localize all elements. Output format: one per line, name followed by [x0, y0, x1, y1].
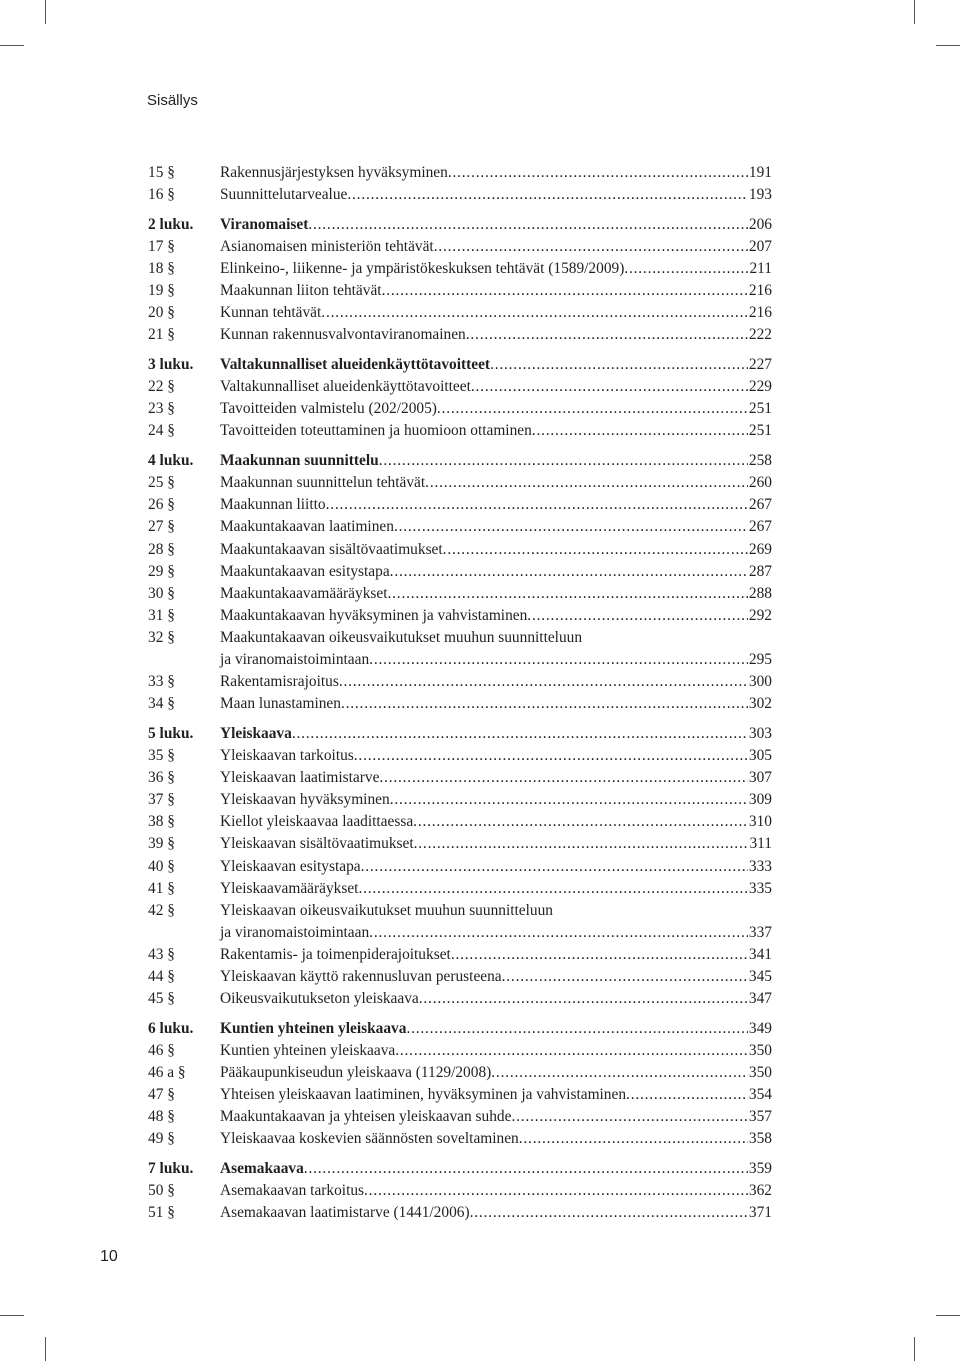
toc-dot-leader — [304, 1158, 748, 1180]
toc-title-wrap — [220, 450, 772, 472]
toc-title: Maakuntakaavan ja yhteisen yleiskaavan suhde — [220, 1108, 512, 1126]
toc-title: Yleiskaavan käyttö rakennusluvan perusteena — [220, 968, 502, 986]
toc-title: Valtakunnalliset alueidenkäyttötavoitteet — [220, 356, 491, 374]
toc-section-row[interactable] — [148, 236, 772, 258]
crop-mark — [0, 1315, 24, 1316]
toc-dot-leader — [364, 1180, 748, 1202]
toc-dot-leader — [414, 833, 749, 855]
toc-title-wrap — [220, 516, 772, 538]
toc-title-wrap — [220, 1180, 772, 1202]
toc-dot-leader — [369, 649, 748, 671]
toc-title: Yleiskaavan tarkoitus — [220, 747, 354, 765]
toc-number: 46 a § — [148, 1064, 186, 1082]
toc-title: Asianomaisen ministeriön tehtävät — [220, 237, 434, 255]
toc-section-row[interactable] — [148, 398, 772, 420]
toc-title-wrap — [220, 605, 772, 627]
toc-dot-leader — [379, 767, 748, 789]
toc-dot-leader — [532, 420, 748, 442]
toc-section-row[interactable] — [148, 516, 772, 538]
toc-dot-leader — [443, 539, 748, 561]
toc-title-wrap — [220, 944, 772, 966]
toc-section-row[interactable] — [148, 966, 772, 988]
toc-title-wrap — [220, 398, 772, 420]
toc-title-wrap — [220, 376, 772, 398]
toc-dot-leader — [490, 354, 748, 376]
toc-dot-leader — [419, 988, 748, 1010]
toc-number: 35 § — [148, 747, 175, 765]
toc-dot-leader — [470, 1202, 748, 1224]
toc-number: 27 § — [148, 518, 175, 536]
toc-title-wrap — [220, 1062, 772, 1084]
toc-section-row[interactable] — [148, 1040, 772, 1062]
toc-title: Yleiskaavan sisältövaatimukset — [220, 835, 414, 853]
toc-section-row[interactable] — [148, 811, 772, 833]
toc-title: Maakuntakaavamääräykset — [220, 584, 388, 602]
toc-title-wrap — [220, 236, 772, 258]
toc-title: Rakentamis- ja toimenpiderajoitukset — [220, 945, 451, 963]
toc-section-row[interactable] — [148, 561, 772, 583]
crop-mark — [914, 0, 915, 24]
toc-title: Yleiskaavaa koskevien säännösten soveltaminen — [220, 1130, 519, 1148]
toc-dot-leader — [491, 1062, 748, 1084]
toc-page-number: 354 — [748, 1086, 772, 1104]
crop-mark — [914, 1337, 915, 1361]
toc-number: 31 § — [148, 606, 175, 624]
toc-number: 45 § — [148, 990, 175, 1008]
toc-dot-leader — [471, 376, 748, 398]
toc-dot-leader — [321, 302, 748, 324]
toc-dot-leader — [354, 745, 748, 767]
toc-dot-leader — [390, 561, 748, 583]
toc-title-wrap — [220, 1084, 772, 1106]
toc-title-wrap — [220, 833, 772, 855]
toc-title: Elinkeino-, liikenne- ja ympäristökeskuksen tehtävät (1589/2009) — [220, 260, 625, 278]
toc-dot-leader — [326, 494, 748, 516]
toc-dot-leader — [379, 450, 748, 472]
toc-title: Asemakaavan laatimistarve (1441/2006) — [220, 1204, 470, 1222]
toc-page-number: 300 — [748, 673, 772, 691]
toc-number: 26 § — [148, 496, 175, 514]
toc-page-number: 350 — [748, 1064, 772, 1082]
toc-page-number: 258 — [748, 452, 772, 470]
toc-page-number: 357 — [748, 1108, 772, 1126]
toc-title: Yhteisen yleiskaavan laatiminen, hyväksyminen ja vahvistaminen — [220, 1086, 627, 1104]
toc-title-wrap — [220, 583, 772, 605]
toc-number: 4 luku. — [148, 452, 194, 470]
toc-page-number: 310 — [748, 813, 772, 831]
toc-page-number: 288 — [748, 584, 772, 602]
toc-page-number: 359 — [748, 1160, 772, 1178]
toc-title-wrap — [220, 184, 772, 206]
toc-page-number: 269 — [748, 540, 772, 558]
toc-number: 22 § — [148, 378, 175, 396]
toc-page-number: 345 — [748, 968, 772, 986]
toc-section-row[interactable] — [148, 302, 772, 324]
toc-title-continued: ja viranomaistoimintaan — [220, 923, 370, 941]
toc-number: 29 § — [148, 562, 175, 580]
toc-page-number: 267 — [748, 496, 772, 514]
toc-section-row[interactable] — [148, 258, 772, 280]
toc-page-number: 206 — [748, 215, 772, 233]
toc-number: 49 § — [148, 1130, 175, 1148]
toc-title: Maakunnan suunnittelun tehtävät — [220, 474, 426, 492]
toc-dot-leader — [369, 922, 748, 944]
toc-title-wrap — [220, 922, 772, 944]
toc-page-number: 333 — [748, 857, 772, 875]
toc-section-row[interactable] — [148, 605, 772, 627]
toc-title: Maakuntakaavan oikeusvaikutukset muuhun suunnitteluun — [220, 628, 583, 646]
toc-section-row[interactable] — [148, 1128, 772, 1150]
toc-number: 47 § — [148, 1086, 175, 1104]
toc-title: Maakuntakaavan esitystapa — [220, 562, 390, 580]
toc-page-number: 287 — [748, 562, 772, 580]
toc-dot-leader — [341, 693, 748, 715]
toc-dot-leader — [502, 966, 748, 988]
toc-section-row[interactable] — [148, 627, 772, 649]
toc-title: Kuntien yhteinen yleiskaava — [220, 1019, 407, 1037]
toc-number: 32 § — [148, 628, 175, 646]
toc-title-wrap — [220, 420, 772, 442]
toc-title-wrap — [220, 539, 772, 561]
toc-dot-leader — [425, 472, 748, 494]
toc-title-wrap — [220, 494, 772, 516]
toc-number: 39 § — [148, 835, 175, 853]
toc-page-number: 302 — [748, 695, 772, 713]
toc-section-row[interactable] — [148, 833, 772, 855]
toc-dot-leader — [406, 1018, 747, 1040]
toc-title: Maakuntakaavan sisältövaatimukset — [220, 540, 443, 558]
toc-section-row[interactable] — [148, 693, 772, 715]
toc-page-number: 229 — [748, 378, 772, 396]
toc-title-wrap — [220, 162, 772, 184]
toc-title-wrap — [220, 900, 772, 922]
toc-section-row[interactable] — [148, 745, 772, 767]
toc-title: Asemakaava — [220, 1160, 304, 1178]
toc-title-wrap — [220, 1018, 772, 1040]
toc-dot-leader — [527, 605, 748, 627]
toc-title-wrap — [220, 671, 772, 693]
toc-title: Kiellot yleiskaavaa laadittaessa — [220, 813, 414, 831]
toc-title: Maakunnan liiton tehtävät — [220, 282, 382, 300]
toc-title-wrap — [220, 472, 772, 494]
toc-page-number: 350 — [748, 1042, 772, 1059]
toc-title: Maakuntakaavan laatiminen — [220, 518, 394, 536]
toc-dot-leader — [358, 878, 747, 900]
toc-page-number: 358 — [748, 1130, 772, 1148]
toc-section-row[interactable] — [148, 1084, 772, 1106]
toc-chapter-row[interactable] — [148, 450, 772, 472]
toc-section-row[interactable] — [148, 184, 772, 206]
toc-page-number: 292 — [748, 606, 772, 624]
toc-number: 33 § — [148, 673, 175, 691]
toc-page-number: 216 — [748, 304, 772, 322]
toc-page-number: 295 — [748, 651, 772, 669]
toc-dot-leader — [448, 162, 748, 184]
toc-title: Kuntien yhteinen yleiskaava — [220, 1042, 396, 1059]
toc-number: 42 § — [148, 901, 175, 919]
toc-dot-leader — [339, 671, 748, 693]
crop-mark — [45, 1337, 46, 1361]
toc-title-wrap — [220, 723, 772, 745]
toc-number: 25 § — [148, 474, 175, 492]
toc-title: Maan lunastaminen — [220, 695, 341, 713]
toc-title: Yleiskaavan laatimistarve — [220, 769, 380, 787]
toc-section-row[interactable] — [148, 324, 772, 346]
toc-title-wrap — [220, 1040, 772, 1062]
running-head: Sisällys — [147, 92, 198, 109]
toc-title-wrap — [220, 1158, 772, 1180]
toc-title-wrap — [220, 693, 772, 715]
toc-title-wrap — [220, 988, 772, 1010]
toc-number: 51 § — [148, 1204, 175, 1222]
toc-page-number: 260 — [748, 474, 772, 492]
toc-dot-leader — [511, 1106, 747, 1128]
toc-number: 30 § — [148, 584, 175, 602]
toc-title-wrap — [220, 767, 772, 789]
toc-section-row[interactable] — [148, 767, 772, 789]
toc-number: 46 § — [148, 1042, 175, 1059]
toc-number: 41 § — [148, 879, 175, 897]
toc-title-wrap — [220, 878, 772, 900]
toc-page-number: 371 — [748, 1204, 772, 1222]
toc-dot-leader — [451, 944, 748, 966]
toc-title: Maakunnan liitto — [220, 496, 326, 514]
toc-chapter-row[interactable] — [148, 214, 772, 236]
toc-page-number: 211 — [749, 260, 772, 278]
toc-section-row[interactable] — [148, 988, 772, 1010]
toc-chapter-row[interactable] — [148, 354, 772, 376]
toc-title: Yleiskaavan esitystapa — [220, 857, 361, 875]
crop-mark — [0, 45, 24, 46]
toc-title-wrap — [220, 627, 772, 649]
toc-title-wrap — [220, 966, 772, 988]
toc-number: 5 luku. — [148, 725, 194, 742]
toc-page-number: 341 — [748, 945, 772, 963]
toc-title-wrap — [220, 649, 772, 671]
toc-section-row[interactable] — [148, 1202, 772, 1224]
toc-dot-leader — [292, 723, 748, 745]
toc-chapter-row[interactable] — [148, 723, 772, 745]
toc-title-wrap — [220, 745, 772, 767]
toc-title: Yleiskaavan oikeusvaikutukset muuhun suunnitteluun — [220, 901, 553, 919]
toc-dot-leader — [382, 280, 748, 302]
toc-section-row[interactable] — [148, 878, 772, 900]
toc-section-row[interactable] — [148, 944, 772, 966]
toc-title: Tavoitteiden toteuttaminen ja huomioon ottaminen — [220, 422, 532, 440]
table-of-contents — [148, 162, 772, 1224]
toc-page-number: 251 — [748, 400, 772, 418]
toc-title: Suunnittelutarvealue — [220, 186, 348, 204]
toc-number: 15 § — [148, 164, 175, 181]
toc-number: 6 luku. — [148, 1019, 194, 1037]
toc-continuation-row[interactable] — [148, 649, 772, 671]
toc-title-wrap — [220, 1202, 772, 1224]
toc-title: Tavoitteiden valmistelu (202/2005) — [220, 400, 437, 418]
toc-section-row[interactable] — [148, 1106, 772, 1128]
toc-title-continued: ja viranomaistoimintaan — [220, 651, 370, 669]
toc-page-number: 207 — [748, 237, 772, 255]
toc-title: Pääkaupunkiseudun yleiskaava (1129/2008) — [220, 1064, 492, 1082]
toc-page-number: 222 — [748, 326, 772, 344]
toc-section-row[interactable] — [148, 420, 772, 442]
toc-section-row[interactable] — [148, 900, 772, 922]
toc-page-number: 335 — [748, 879, 772, 897]
toc-dot-leader — [394, 516, 748, 538]
crop-mark — [936, 1315, 960, 1316]
toc-number: 36 § — [148, 769, 175, 787]
toc-title: Yleiskaavamääräykset — [220, 879, 359, 897]
toc-title-wrap — [220, 811, 772, 833]
toc-page-number: 349 — [748, 1019, 772, 1037]
toc-title-wrap — [220, 561, 772, 583]
toc-number: 28 § — [148, 540, 175, 558]
toc-dot-leader — [437, 398, 748, 420]
toc-number: 24 § — [148, 422, 175, 440]
toc-title: Maakuntakaavan hyväksyminen ja vahvistaminen — [220, 606, 528, 624]
toc-title-wrap — [220, 258, 772, 280]
toc-number: 50 § — [148, 1182, 175, 1200]
page-number: 10 — [100, 1248, 118, 1265]
toc-dot-leader — [466, 324, 748, 346]
toc-number: 21 § — [148, 326, 175, 344]
toc-dot-leader — [413, 811, 748, 833]
toc-number: 23 § — [148, 400, 175, 418]
toc-number: 2 luku. — [148, 215, 194, 233]
toc-page-number: 193 — [748, 186, 772, 204]
toc-title: Kunnan tehtävät — [220, 304, 322, 322]
toc-page-number: 191 — [748, 164, 772, 181]
toc-section-row[interactable] — [148, 494, 772, 516]
toc-page-number: 227 — [748, 356, 772, 374]
toc-title: Viranomaiset — [220, 215, 309, 233]
toc-title-wrap — [220, 1106, 772, 1128]
toc-dot-leader — [347, 184, 748, 206]
toc-number: 17 § — [148, 237, 175, 255]
toc-page-number: 337 — [748, 923, 772, 941]
toc-dot-leader — [434, 236, 748, 258]
toc-section-row[interactable] — [148, 376, 772, 398]
toc-number: 16 § — [148, 186, 175, 204]
toc-number: 20 § — [148, 304, 175, 322]
toc-page-number: 267 — [748, 518, 772, 536]
toc-title: Rakentamisrajoitus — [220, 673, 339, 691]
toc-title-wrap — [220, 856, 772, 878]
toc-page-number: 216 — [748, 282, 772, 300]
toc-number: 48 § — [148, 1108, 175, 1126]
toc-chapter-row[interactable] — [148, 1018, 772, 1040]
toc-page-number: 362 — [748, 1182, 772, 1200]
toc-title-wrap — [220, 280, 772, 302]
toc-dot-leader — [388, 583, 748, 605]
toc-section-row[interactable] — [148, 856, 772, 878]
toc-title: Kunnan rakennusvalvontaviranomainen — [220, 326, 466, 344]
toc-title-wrap — [220, 1128, 772, 1150]
toc-number: 43 § — [148, 945, 175, 963]
toc-number: 44 § — [148, 968, 175, 986]
toc-dot-leader — [624, 258, 748, 280]
toc-section-row[interactable] — [148, 1062, 772, 1084]
toc-number: 40 § — [148, 857, 175, 875]
toc-page-number: 303 — [748, 725, 772, 742]
toc-number: 38 § — [148, 813, 175, 831]
toc-page-number: 309 — [748, 791, 772, 809]
toc-title-wrap — [220, 324, 772, 346]
toc-title: Yleiskaava — [220, 725, 292, 742]
toc-section-row[interactable] — [148, 583, 772, 605]
toc-title: Oikeusvaikutukseton yleiskaava — [220, 990, 419, 1008]
toc-page-number: 347 — [748, 990, 772, 1008]
toc-title-wrap — [220, 302, 772, 324]
toc-section-row[interactable] — [148, 280, 772, 302]
toc-dot-leader — [395, 1040, 748, 1062]
toc-title-wrap — [220, 354, 772, 376]
toc-title-wrap — [220, 789, 772, 811]
toc-page-number: 311 — [749, 835, 772, 853]
toc-title: Rakennusjärjestyksen hyväksyminen — [220, 164, 448, 181]
toc-number: 19 § — [148, 282, 175, 300]
toc-number: 34 § — [148, 695, 175, 713]
toc-title: Valtakunnalliset alueidenkäyttötavoitteet — [220, 378, 471, 396]
toc-page-number: 307 — [748, 769, 772, 787]
toc-number: 37 § — [148, 791, 175, 809]
toc-title: Yleiskaavan hyväksyminen — [220, 791, 390, 809]
toc-section-row[interactable] — [148, 1180, 772, 1202]
toc-dot-leader — [308, 214, 748, 236]
toc-section-row[interactable] — [148, 789, 772, 811]
toc-page-number: 305 — [748, 747, 772, 765]
toc-section-row[interactable] — [148, 472, 772, 494]
toc-title-wrap — [220, 214, 772, 236]
toc-section-row[interactable] — [148, 539, 772, 561]
toc-page-number: 251 — [748, 422, 772, 440]
toc-dot-leader — [361, 856, 748, 878]
toc-section-row[interactable] — [148, 162, 772, 184]
toc-dot-leader — [519, 1128, 748, 1150]
toc-dot-leader — [390, 789, 748, 811]
toc-title: Asemakaavan tarkoitus — [220, 1182, 365, 1200]
toc-number: 7 luku. — [148, 1160, 194, 1178]
toc-continuation-row[interactable] — [148, 922, 772, 944]
toc-title: Maakunnan suunnittelu — [220, 452, 379, 470]
crop-mark — [936, 45, 960, 46]
toc-section-row[interactable] — [148, 671, 772, 693]
toc-number: 18 § — [148, 260, 175, 278]
crop-mark — [45, 0, 46, 24]
toc-number: 3 luku. — [148, 356, 194, 374]
toc-chapter-row[interactable] — [148, 1158, 772, 1180]
toc-dot-leader — [626, 1084, 748, 1106]
